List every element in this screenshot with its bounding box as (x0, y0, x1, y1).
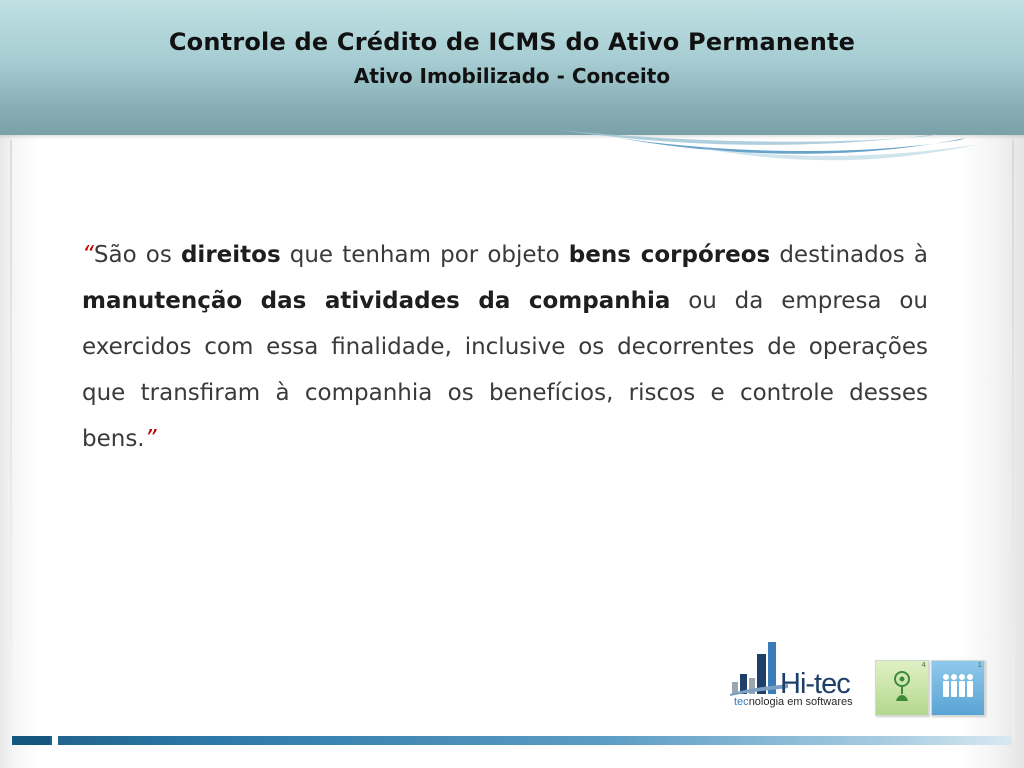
slide-subtitle: Ativo Imobilizado - Conceito (353, 64, 671, 88)
building-bars-icon (728, 640, 788, 700)
people-icon (932, 661, 984, 715)
logo-tag-highlight: tec (734, 696, 749, 708)
footer-accent-block (12, 736, 50, 745)
people-tile[interactable] (931, 660, 985, 716)
slide-title: Controle de Crédito de ICMS do Ativo Permanente (168, 28, 856, 56)
definition-quote (82, 232, 928, 462)
footer-separator (52, 732, 58, 746)
logo-name: Hi-tec (780, 668, 850, 700)
quote-emphasis: direitos (180, 242, 281, 268)
hitec-logo (728, 640, 868, 716)
right-border-line (1012, 140, 1014, 740)
quote-text: que tenham por objeto (280, 242, 569, 268)
quote-text: ou da empresa ou exercidos com essa finalidade, inclusive os decorrentes de operações que transfiram à companhia os benefícios, riscos e controle desses bens. (82, 288, 928, 452)
left-border-line (10, 140, 12, 740)
tile-number: 1 (977, 661, 982, 669)
quote-emphasis: bens corpóreos (568, 242, 771, 268)
plant-icon (876, 661, 928, 715)
tile-number: 4 (921, 661, 926, 669)
footer-bar (12, 736, 1012, 745)
header-band (0, 0, 1024, 135)
quote-emphasis: manutenção das atividades da companhia (82, 288, 671, 314)
logo-tag-rest: nologia em softwares (748, 696, 853, 708)
close-quote-mark: ” (144, 426, 157, 452)
plant-tile[interactable] (875, 660, 929, 716)
quote-text: destinados à (770, 242, 928, 268)
quote-text: São os (93, 242, 181, 268)
open-quote-mark: “ (82, 242, 94, 268)
decorative-swoosh (560, 126, 1000, 166)
logo-tagline (734, 696, 853, 708)
